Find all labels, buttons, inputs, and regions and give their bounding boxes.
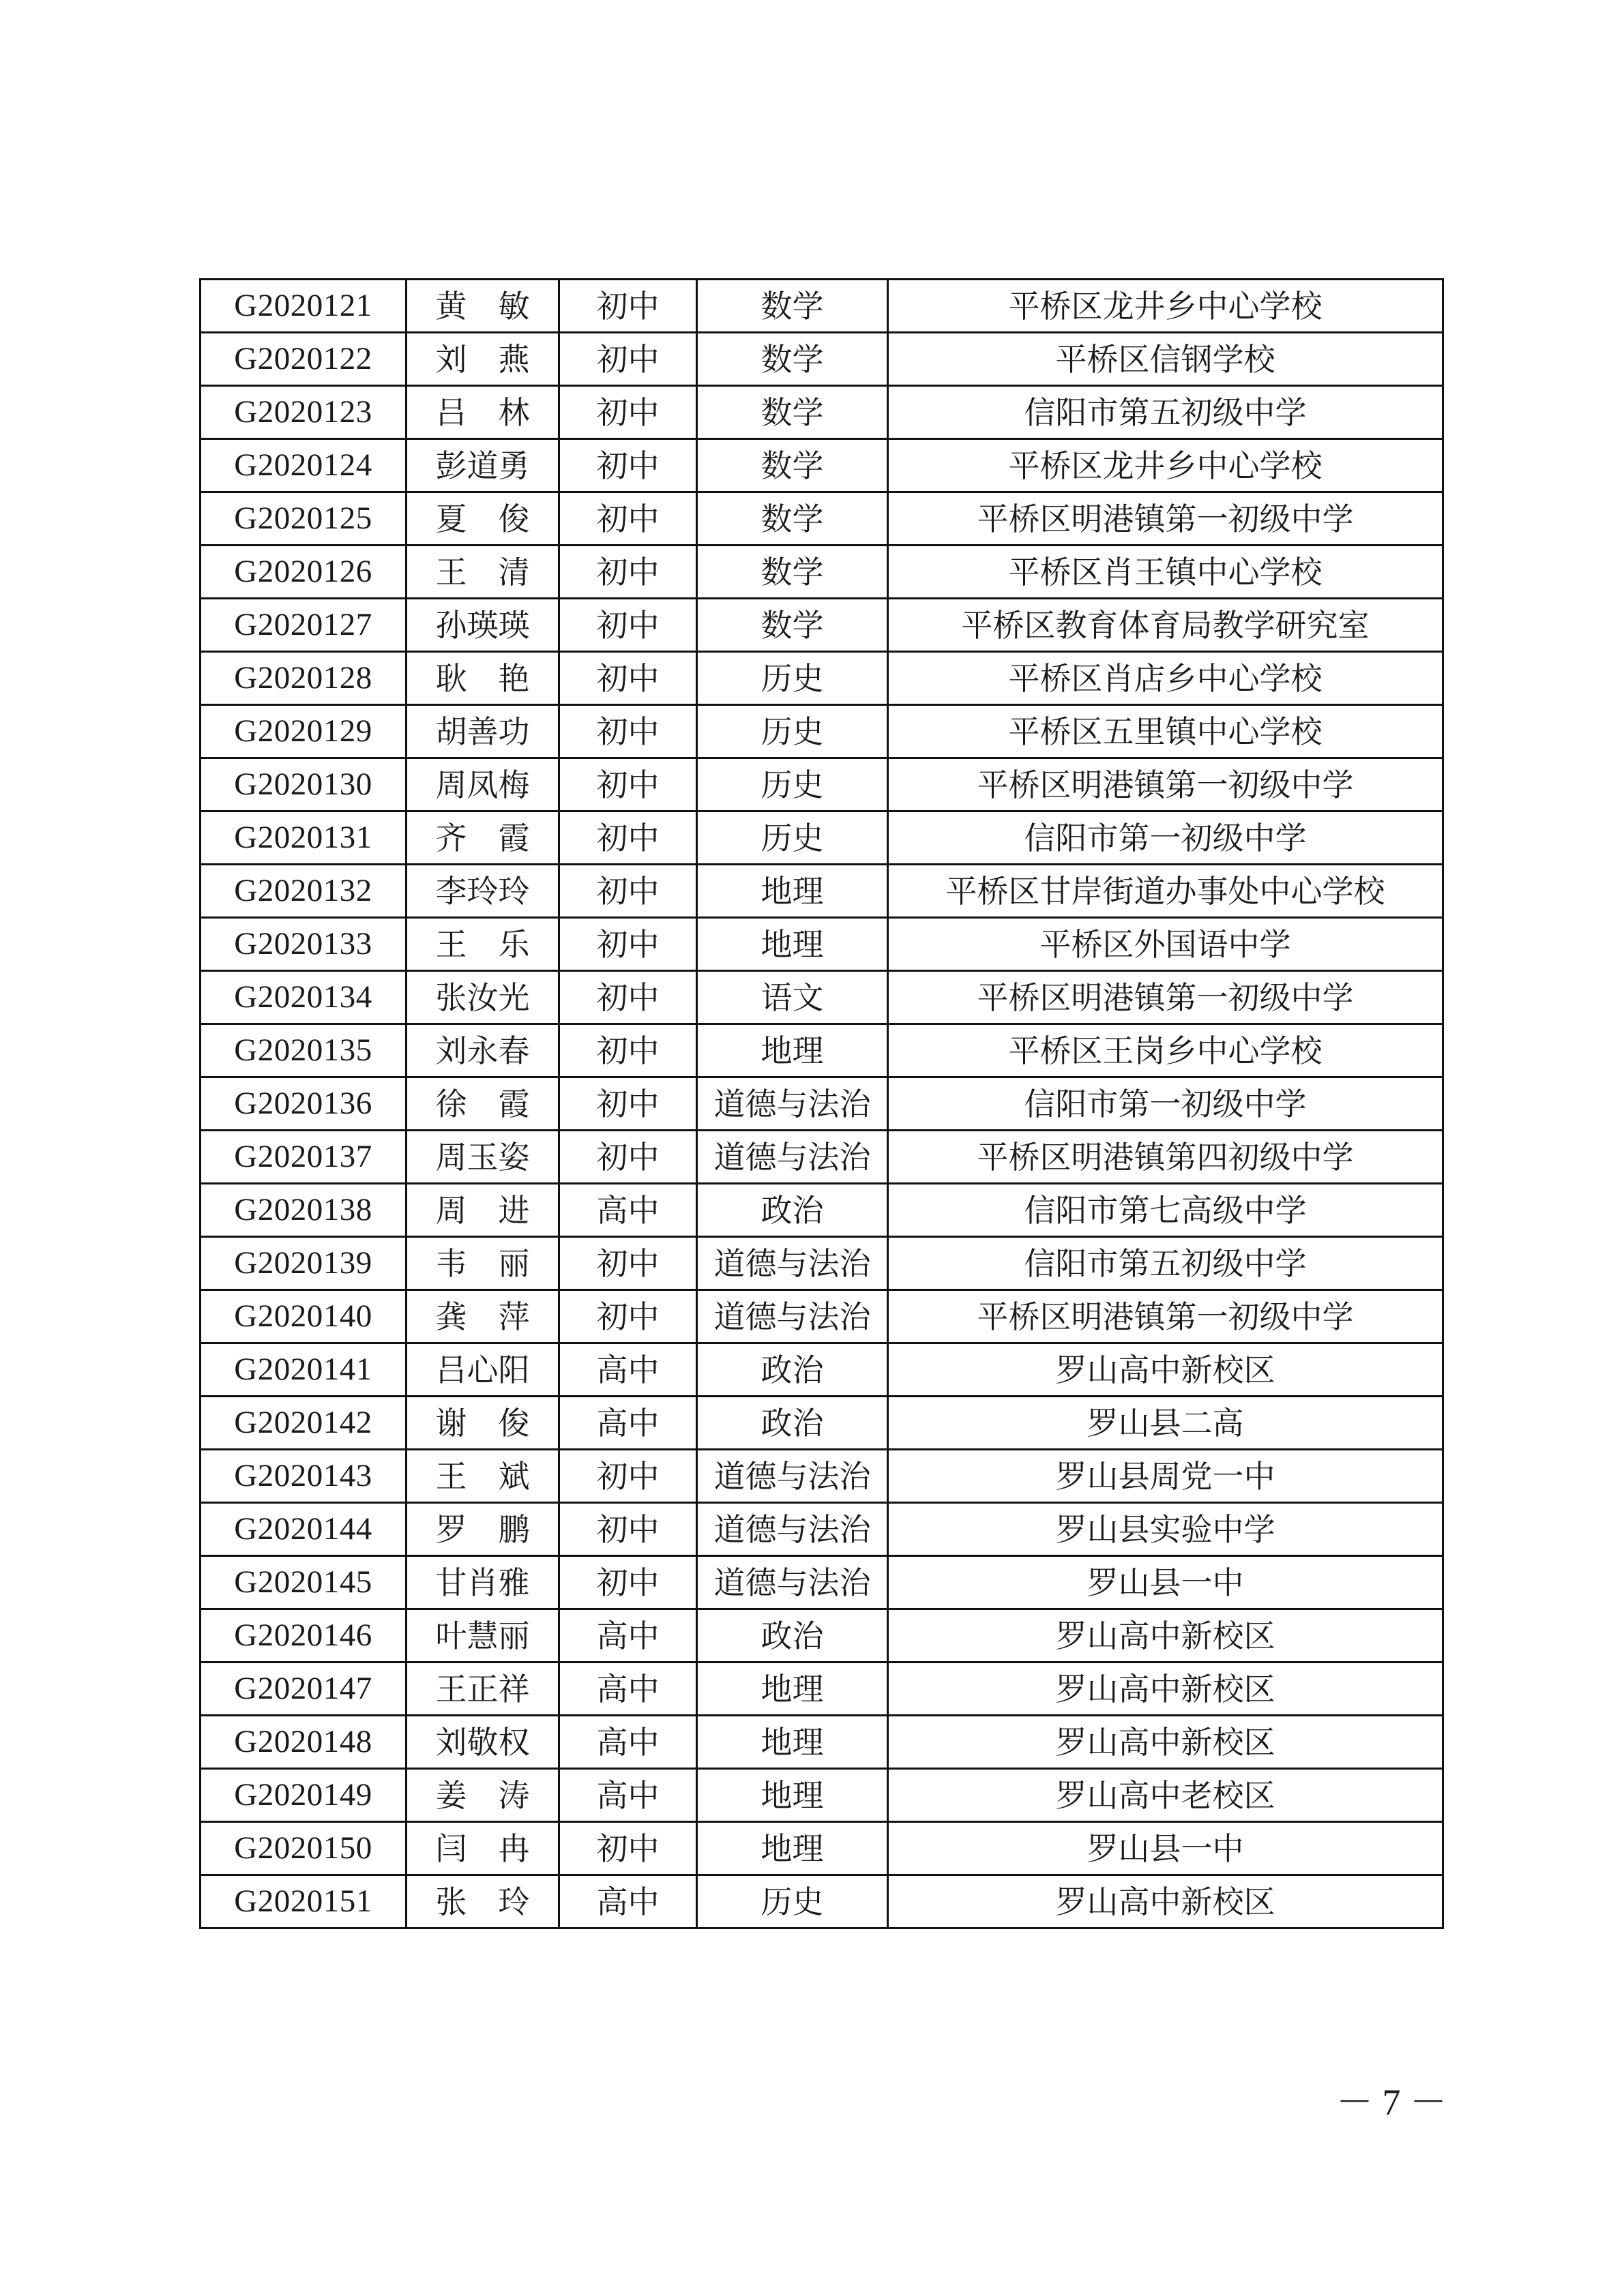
cell-level: 初中 bbox=[559, 333, 697, 386]
cell-level: 高中 bbox=[559, 1769, 697, 1822]
cell-subject: 地理 bbox=[697, 918, 888, 971]
cell-id: G2020145 bbox=[201, 1556, 407, 1609]
cell-name: 姜 涛 bbox=[407, 1769, 559, 1822]
cell-subject: 道德与法治 bbox=[697, 1131, 888, 1184]
cell-name: 王正祥 bbox=[407, 1663, 559, 1716]
cell-name: 刘敬权 bbox=[407, 1716, 559, 1769]
cell-name: 张汝光 bbox=[407, 971, 559, 1024]
cell-level: 初中 bbox=[559, 918, 697, 971]
cell-name: 胡善功 bbox=[407, 705, 559, 758]
table-row bbox=[201, 546, 1443, 599]
cell-school: 罗山县一中 bbox=[888, 1556, 1443, 1609]
cell-level: 初中 bbox=[559, 811, 697, 865]
cell-subject: 道德与法治 bbox=[697, 1290, 888, 1343]
cell-subject: 数学 bbox=[697, 546, 888, 599]
cell-level: 初中 bbox=[559, 652, 697, 705]
cell-level: 初中 bbox=[559, 1556, 697, 1609]
cell-school: 平桥区外国语中学 bbox=[888, 918, 1443, 971]
table-row bbox=[201, 599, 1443, 652]
cell-level: 高中 bbox=[559, 1663, 697, 1716]
table-row bbox=[201, 918, 1443, 971]
cell-name: 王 清 bbox=[407, 546, 559, 599]
cell-id: G2020141 bbox=[201, 1343, 407, 1397]
table-row bbox=[201, 333, 1443, 386]
cell-level: 高中 bbox=[559, 1609, 697, 1663]
cell-name: 闫 冉 bbox=[407, 1822, 559, 1875]
cell-subject: 道德与法治 bbox=[697, 1077, 888, 1131]
cell-level: 高中 bbox=[559, 1875, 697, 1928]
cell-name: 周凤梅 bbox=[407, 758, 559, 811]
cell-subject: 地理 bbox=[697, 865, 888, 918]
cell-id: G2020125 bbox=[201, 492, 407, 546]
cell-subject: 政治 bbox=[697, 1609, 888, 1663]
cell-school: 信阳市第七高级中学 bbox=[888, 1184, 1443, 1237]
cell-subject: 数学 bbox=[697, 492, 888, 546]
cell-name: 彭道勇 bbox=[407, 439, 559, 492]
cell-subject: 数学 bbox=[697, 439, 888, 492]
cell-name: 刘永春 bbox=[407, 1024, 559, 1077]
cell-level: 初中 bbox=[559, 971, 697, 1024]
cell-id: G2020127 bbox=[201, 599, 407, 652]
cell-name: 吕 林 bbox=[407, 386, 559, 439]
cell-id: G2020123 bbox=[201, 386, 407, 439]
cell-school: 平桥区明港镇第一初级中学 bbox=[888, 1290, 1443, 1343]
cell-id: G2020142 bbox=[201, 1397, 407, 1450]
cell-name: 韦 丽 bbox=[407, 1237, 559, 1290]
table-row bbox=[201, 439, 1443, 492]
cell-subject: 地理 bbox=[697, 1663, 888, 1716]
cell-subject: 地理 bbox=[697, 1024, 888, 1077]
cell-subject: 数学 bbox=[697, 599, 888, 652]
cell-id: G2020138 bbox=[201, 1184, 407, 1237]
table-row bbox=[201, 1875, 1443, 1928]
cell-school: 平桥区五里镇中心学校 bbox=[888, 705, 1443, 758]
cell-school: 罗山县实验中学 bbox=[888, 1503, 1443, 1556]
cell-name: 孙瑛瑛 bbox=[407, 599, 559, 652]
cell-school: 罗山高中新校区 bbox=[888, 1875, 1443, 1928]
cell-subject: 历史 bbox=[697, 1875, 888, 1928]
cell-subject: 历史 bbox=[697, 705, 888, 758]
cell-level: 高中 bbox=[559, 1184, 697, 1237]
table-row bbox=[201, 1077, 1443, 1131]
table-row bbox=[201, 971, 1443, 1024]
cell-school: 信阳市第五初级中学 bbox=[888, 386, 1443, 439]
table-row bbox=[201, 758, 1443, 811]
cell-name: 齐 霞 bbox=[407, 811, 559, 865]
cell-name: 王 斌 bbox=[407, 1450, 559, 1503]
cell-level: 初中 bbox=[559, 1503, 697, 1556]
table-row bbox=[201, 811, 1443, 865]
cell-level: 初中 bbox=[559, 439, 697, 492]
cell-level: 高中 bbox=[559, 1397, 697, 1450]
cell-school: 平桥区明港镇第一初级中学 bbox=[888, 758, 1443, 811]
cell-id: G2020146 bbox=[201, 1609, 407, 1663]
cell-id: G2020132 bbox=[201, 865, 407, 918]
cell-school: 平桥区肖店乡中心学校 bbox=[888, 652, 1443, 705]
cell-level: 初中 bbox=[559, 386, 697, 439]
cell-name: 夏 俊 bbox=[407, 492, 559, 546]
cell-subject: 道德与法治 bbox=[697, 1450, 888, 1503]
cell-level: 初中 bbox=[559, 546, 697, 599]
cell-level: 初中 bbox=[559, 492, 697, 546]
cell-subject: 地理 bbox=[697, 1822, 888, 1875]
cell-name: 耿 艳 bbox=[407, 652, 559, 705]
cell-subject: 数学 bbox=[697, 386, 888, 439]
table-row bbox=[201, 1716, 1443, 1769]
table-row bbox=[201, 1397, 1443, 1450]
cell-id: G2020121 bbox=[201, 280, 407, 333]
cell-id: G2020134 bbox=[201, 971, 407, 1024]
cell-level: 高中 bbox=[559, 1343, 697, 1397]
cell-level: 初中 bbox=[559, 865, 697, 918]
cell-name: 李玲玲 bbox=[407, 865, 559, 918]
table-row bbox=[201, 1237, 1443, 1290]
cell-level: 初中 bbox=[559, 705, 697, 758]
cell-subject: 道德与法治 bbox=[697, 1237, 888, 1290]
cell-subject: 政治 bbox=[697, 1343, 888, 1397]
cell-school: 平桥区王岗乡中心学校 bbox=[888, 1024, 1443, 1077]
cell-level: 初中 bbox=[559, 599, 697, 652]
cell-subject: 语文 bbox=[697, 971, 888, 1024]
cell-id: G2020151 bbox=[201, 1875, 407, 1928]
cell-id: G2020147 bbox=[201, 1663, 407, 1716]
table-row bbox=[201, 1609, 1443, 1663]
table-row bbox=[201, 1450, 1443, 1503]
cell-name: 刘 燕 bbox=[407, 333, 559, 386]
page-number: － 7 － bbox=[1336, 2082, 1447, 2123]
roster-table bbox=[199, 278, 1444, 1929]
roster-table-body bbox=[201, 280, 1443, 1928]
cell-id: G2020135 bbox=[201, 1024, 407, 1077]
cell-school: 信阳市第一初级中学 bbox=[888, 1077, 1443, 1131]
cell-name: 徐 霞 bbox=[407, 1077, 559, 1131]
cell-school: 罗山高中新校区 bbox=[888, 1716, 1443, 1769]
cell-name: 甘肖雅 bbox=[407, 1556, 559, 1609]
cell-level: 初中 bbox=[559, 1024, 697, 1077]
cell-name: 黄 敏 bbox=[407, 280, 559, 333]
cell-subject: 政治 bbox=[697, 1184, 888, 1237]
cell-id: G2020124 bbox=[201, 439, 407, 492]
cell-school: 信阳市第一初级中学 bbox=[888, 811, 1443, 865]
cell-level: 初中 bbox=[559, 758, 697, 811]
cell-name: 周玉姿 bbox=[407, 1131, 559, 1184]
cell-id: G2020126 bbox=[201, 546, 407, 599]
table-row bbox=[201, 865, 1443, 918]
cell-school: 罗山县周党一中 bbox=[888, 1450, 1443, 1503]
cell-level: 初中 bbox=[559, 1237, 697, 1290]
cell-subject: 数学 bbox=[697, 280, 888, 333]
cell-level: 初中 bbox=[559, 280, 697, 333]
cell-subject: 政治 bbox=[697, 1397, 888, 1450]
table-row bbox=[201, 386, 1443, 439]
cell-level: 高中 bbox=[559, 1716, 697, 1769]
cell-subject: 地理 bbox=[697, 1769, 888, 1822]
cell-school: 罗山高中新校区 bbox=[888, 1609, 1443, 1663]
cell-school: 平桥区明港镇第四初级中学 bbox=[888, 1131, 1443, 1184]
cell-school: 平桥区龙井乡中心学校 bbox=[888, 280, 1443, 333]
table-row bbox=[201, 1290, 1443, 1343]
table-row bbox=[201, 1131, 1443, 1184]
cell-subject: 历史 bbox=[697, 652, 888, 705]
table-row bbox=[201, 1024, 1443, 1077]
cell-level: 初中 bbox=[559, 1131, 697, 1184]
cell-school: 罗山高中老校区 bbox=[888, 1769, 1443, 1822]
cell-id: G2020149 bbox=[201, 1769, 407, 1822]
table-row bbox=[201, 1556, 1443, 1609]
table-row bbox=[201, 1769, 1443, 1822]
table-row bbox=[201, 1503, 1443, 1556]
cell-school: 平桥区肖王镇中心学校 bbox=[888, 546, 1443, 599]
cell-id: G2020144 bbox=[201, 1503, 407, 1556]
cell-level: 初中 bbox=[559, 1450, 697, 1503]
cell-school: 罗山县一中 bbox=[888, 1822, 1443, 1875]
cell-school: 平桥区明港镇第一初级中学 bbox=[888, 971, 1443, 1024]
cell-id: G2020140 bbox=[201, 1290, 407, 1343]
cell-id: G2020143 bbox=[201, 1450, 407, 1503]
cell-level: 初中 bbox=[559, 1077, 697, 1131]
cell-school: 平桥区甘岸街道办事处中心学校 bbox=[888, 865, 1443, 918]
table-row bbox=[201, 1663, 1443, 1716]
cell-id: G2020137 bbox=[201, 1131, 407, 1184]
cell-subject: 道德与法治 bbox=[697, 1556, 888, 1609]
cell-subject: 道德与法治 bbox=[697, 1503, 888, 1556]
cell-school: 信阳市第五初级中学 bbox=[888, 1237, 1443, 1290]
table-row bbox=[201, 492, 1443, 546]
cell-school: 罗山县二高 bbox=[888, 1397, 1443, 1450]
cell-id: G2020150 bbox=[201, 1822, 407, 1875]
cell-name: 张 玲 bbox=[407, 1875, 559, 1928]
cell-id: G2020133 bbox=[201, 918, 407, 971]
table-row bbox=[201, 280, 1443, 333]
cell-id: G2020122 bbox=[201, 333, 407, 386]
table-row bbox=[201, 652, 1443, 705]
cell-school: 罗山高中新校区 bbox=[888, 1343, 1443, 1397]
cell-school: 平桥区教育体育局教学研究室 bbox=[888, 599, 1443, 652]
cell-subject: 数学 bbox=[697, 333, 888, 386]
cell-id: G2020130 bbox=[201, 758, 407, 811]
cell-id: G2020136 bbox=[201, 1077, 407, 1131]
cell-level: 初中 bbox=[559, 1290, 697, 1343]
cell-subject: 历史 bbox=[697, 811, 888, 865]
cell-school: 罗山高中新校区 bbox=[888, 1663, 1443, 1716]
cell-school: 平桥区明港镇第一初级中学 bbox=[888, 492, 1443, 546]
table-row bbox=[201, 1184, 1443, 1237]
table-row bbox=[201, 1822, 1443, 1875]
table-row bbox=[201, 705, 1443, 758]
cell-name: 谢 俊 bbox=[407, 1397, 559, 1450]
cell-subject: 地理 bbox=[697, 1716, 888, 1769]
cell-name: 叶慧丽 bbox=[407, 1609, 559, 1663]
cell-name: 周 进 bbox=[407, 1184, 559, 1237]
cell-id: G2020128 bbox=[201, 652, 407, 705]
cell-id: G2020148 bbox=[201, 1716, 407, 1769]
table-row bbox=[201, 1343, 1443, 1397]
cell-subject: 历史 bbox=[697, 758, 888, 811]
cell-level: 初中 bbox=[559, 1822, 697, 1875]
cell-name: 王 乐 bbox=[407, 918, 559, 971]
cell-id: G2020139 bbox=[201, 1237, 407, 1290]
cell-school: 平桥区龙井乡中心学校 bbox=[888, 439, 1443, 492]
cell-id: G2020129 bbox=[201, 705, 407, 758]
cell-name: 吕心阳 bbox=[407, 1343, 559, 1397]
cell-id: G2020131 bbox=[201, 811, 407, 865]
cell-school: 平桥区信钢学校 bbox=[888, 333, 1443, 386]
cell-name: 龚 萍 bbox=[407, 1290, 559, 1343]
cell-name: 罗 鹏 bbox=[407, 1503, 559, 1556]
